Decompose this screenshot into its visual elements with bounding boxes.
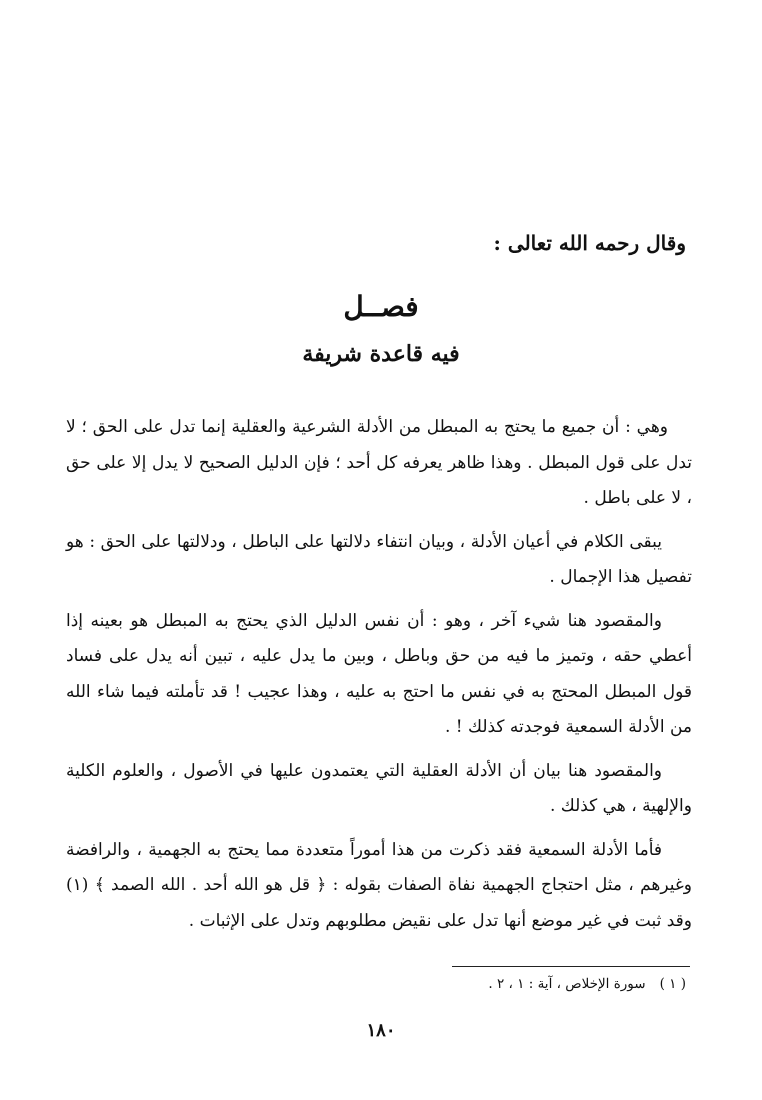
intro-line: وقال رحمه الله تعالى : (493, 231, 686, 255)
paragraph-2: يبقى الكلام في أعيان الأدلة ، وبيان انتفاء دلالتها على الباطل ، ودلالتها على الحق : هو تفصيل هذا الإجمال . (66, 531, 692, 587)
footnote-number: ( ١ ) (659, 976, 686, 992)
body-text (66, 410, 692, 947)
footnote-text: سورة الإخلاص ، آية : ١ ، ٢ . (488, 976, 646, 992)
footnote (488, 972, 686, 996)
paragraph-4: والمقصود هنا بيان أن الأدلة العقلية التي يعتمدون عليها في الأصول ، والعلوم الكلية والإلهية ، هي كذلك . (66, 760, 692, 816)
page-number: ١٨٠ (366, 1020, 396, 1041)
paragraph-1: وهي : أن جميع ما يحتج به المبطل من الأدلة الشرعية والعقلية إنما تدل على الحق ؛ لا تدل على قول المبطل . وهذا ظاهر يعرفه كل أحد ؛ فإن الدليل الصحيح لا يدل إلا على حق ، لا على باطل . (66, 417, 692, 508)
chapter-title: فصــل (343, 290, 419, 323)
paragraph-3: والمقصود هنا شيء آخر ، وهو : أن نفس الدليل الذي يحتج به المبطل هو بعينه إذا أعطي حقه ، وتميز ما فيه من حق وباطل ، وبين ما يدل عليه ، تبين أنه يدل على فساد قول المبطل المحتج به في نفس ما احتج به عليه ، وهذا عجيب ! قد تأملته فيما شاء الله من الأدلة السمعية فوجدته كذلك ! . (66, 610, 692, 737)
paragraph-5: فأما الأدلة السمعية فقد ذكرت من هذا أموراً متعددة مما يحتج به الجهمية ، والرافضة وغيرهم ، مثل احتجاج الجهمية نفاة الصفات بقوله : ﴿ قل هو الله أحد . الله الصمد ﴾ (١) وقد ثبت في غير موضع أنها تدل على نقيض مطلوبهم وتدل على الإثبات . (66, 839, 692, 931)
footnote-divider (452, 966, 690, 967)
chapter-subtitle: فيه قاعدة شريفة (302, 341, 460, 367)
